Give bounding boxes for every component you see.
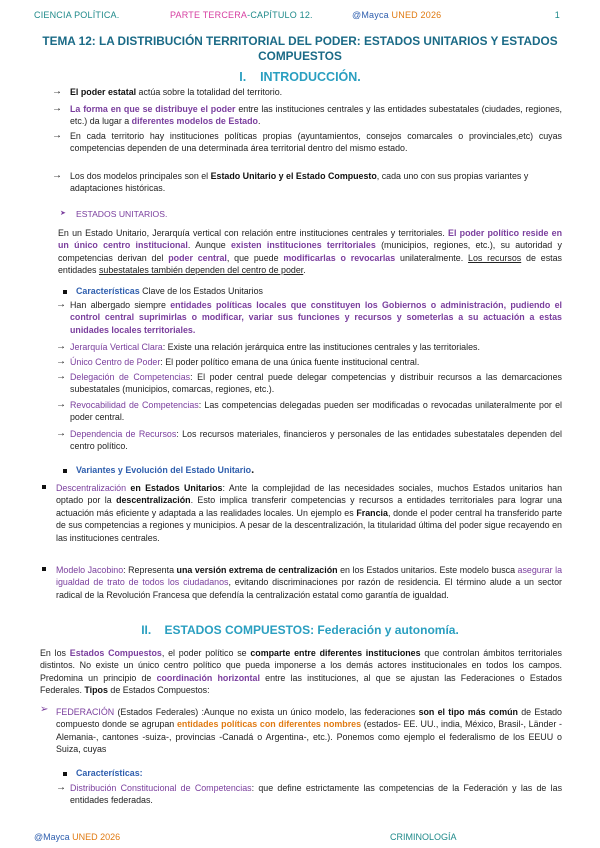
caracteristica-3: [70, 356, 562, 368]
text: de estas entidades: [58, 252, 562, 276]
footer-uned: UNED 2026: [69, 832, 121, 842]
intro-bullet-4: [70, 170, 562, 195]
highlight: Dependencia de Recursos: [70, 429, 177, 439]
arrow-icon: →: [52, 170, 62, 181]
section-introduccion-heading: I. INTRODUCCIÓN.: [239, 70, 361, 84]
highlight: Jerarquía Vertical Clara: [70, 342, 163, 352]
text: : Las competencias delegadas pueden ser modificadas o revocadas unilateralmente por el poder central.: [70, 400, 562, 423]
text: : Existe una relación jerárquica entre las instituciones centrales y las territoriales.: [162, 342, 480, 352]
arrow-icon: →: [56, 782, 66, 793]
highlight: Único Centro de Poder: [70, 357, 161, 367]
footer-author-handle: @Mayca: [34, 832, 70, 842]
text: : El poder político emana de una única fuente institucional central.: [160, 357, 420, 367]
bullet-square: [42, 567, 46, 571]
highlight: asegurar la igualdad de trato de todos los ciudadanos: [56, 565, 562, 588]
text: de Estados Compuestos:: [107, 685, 210, 696]
page-header: [34, 10, 560, 24]
text: que controlan ámbitos territoriales distintos. No existe un único centro político que pueda imponerse a los demás actores institucionales en todos los campos. Predomina un principio de: [40, 648, 562, 683]
chevron-icon: ➤: [60, 210, 66, 217]
text: en los Estados unitarios. Este modelo busca: [337, 565, 518, 575]
arrow-icon: →: [52, 86, 62, 97]
text: .: [251, 464, 255, 476]
intro-bullet-1: [70, 86, 562, 98]
compuestos-paragraph: [40, 647, 562, 697]
section-compuestos-heading: II. ESTADOS COMPUESTOS: Federación y autonomía.: [141, 623, 459, 637]
text: actúa sobre la totalidad del territorio.: [136, 87, 283, 97]
text: . Esto implica transferir competencias y recursos a entidades territoriales para lograr una actuación más eficiente y adaptada a las realidades locales. Un ejemplo es: [56, 495, 562, 518]
distribucion-competencias: [70, 782, 562, 807]
variantes-title: [76, 464, 254, 476]
unitarios-paragraph: [58, 227, 562, 277]
document-title: TEMA 12: LA DISTRIBUCIÓN TERRITORIAL DEL PODER: ESTADOS UNITARIOS Y ESTADOS COMPUESTOS: [42, 34, 558, 63]
text: (estados- EE. UU., india, México, Brasil-, Länder -Alemania-, cantones -suiza-, provincias -Canadá o Argentina-, etc.). Ponemos como ejemplo el federalismo de los EEUU o Suiza, cuyas: [56, 719, 562, 755]
text: entre las instituciones centrales y las entidades subestatales (ciudades, regiones, etc.) da lugar a: [70, 104, 562, 127]
highlight: poder central: [168, 252, 227, 263]
highlight: Distribución Constitucional de Competencias: [70, 783, 252, 793]
page-number: 1: [554, 10, 560, 20]
text: , donde el poder central ha transferido parte de sus competencias a regiones y municipios. A pesar de la descentralización, la titularidad última del poder sigue recayendo en las instituciones centrales.: [56, 507, 563, 543]
highlight: descentralización: [116, 495, 191, 506]
text: Han albergado siempre: [70, 300, 171, 310]
descentralizacion-paragraph: [56, 482, 562, 544]
arrow-icon: →: [52, 130, 62, 141]
intro-bullet-3: En cada territorio hay instituciones políticas propias (ayuntamientos, consejos comarcales o provinciales,etc) cuyas competencias dependen de una determinada área territorial dentro del mismo estado.: [70, 131, 562, 154]
text: : Representa: [123, 565, 177, 575]
intro-bullet-2: [70, 103, 562, 128]
highlight: Descentralización: [56, 483, 127, 493]
header-subject: CIENCIA POLÍTICA.: [34, 10, 120, 20]
highlight: coordinación horizontal: [156, 672, 260, 683]
header-uned: UNED 2026: [388, 10, 442, 20]
text: . Aunque: [187, 240, 231, 251]
text: , cada uno con sus propias variantes y adaptaciones históricas.: [70, 171, 529, 194]
footer-author: [34, 832, 120, 842]
highlight: El poder estatal: [70, 87, 137, 97]
highlight: Francia: [356, 507, 388, 518]
jacobino-paragraph: [56, 564, 562, 601]
arrow-icon: →: [52, 103, 62, 114]
text: .: [303, 265, 306, 276]
highlight: diferentes modelos de Estado: [131, 116, 258, 127]
highlight: Estados Compuestos: [69, 648, 162, 658]
caracteristica-4: [70, 371, 562, 396]
bullet-square: [63, 469, 67, 473]
highlight: La forma en que se distribuye el poder: [70, 104, 236, 114]
text: Los recursos: [468, 252, 522, 263]
highlight: existen instituciones territoriales: [231, 240, 376, 251]
highlight: modificarlas o revocarlas: [283, 252, 396, 263]
highlight: Características: [76, 286, 140, 296]
text: Clave de los Estados Unitarios: [139, 286, 263, 296]
text: entre las instituciones, al que se ajustan las Federaciones o Estados Federales.: [40, 672, 562, 696]
header-author-handle: @Mayca: [352, 10, 389, 20]
unitarios-heading: ESTADOS UNITARIOS.: [76, 209, 168, 219]
highlight: Estado Unitario y el Estado Compuesto: [210, 171, 377, 181]
header-author: [352, 10, 441, 20]
highlight: El poder político reside en un único centro institucional: [58, 228, 562, 251]
federacion-paragraph: [56, 706, 562, 756]
text: (municipios, regiones, etc.), su autoridad y competencias derivan del: [58, 240, 562, 263]
footer-subject: CRIMINOLOGÍA: [390, 832, 457, 842]
text: unilateralmente.: [395, 252, 469, 263]
text: : que define estrictamente las competencias de la Federación y las de las entidades federadas.: [70, 783, 563, 806]
unitarios-caracteristicas-title: [76, 285, 263, 297]
text: , evitando discriminaciones por razón de residencia. El término alude a un sector radical de la Revolución Francesa que defendía la centralización estatal como garantía de igualdad.: [56, 577, 562, 600]
arrow-icon: →: [56, 341, 66, 352]
highlight: Delegación de Competencias: [70, 372, 191, 382]
header-part: PARTE TERCERA: [170, 10, 248, 20]
text: (Estados Federales) :Aunque no exista un único modelo, las federaciones: [114, 707, 419, 717]
text: : El poder central puede delegar competencias y distribuir recursos a las demarcaciones subestatales (municipios, comarcas, regiones, etc.).: [70, 372, 562, 395]
highlight: FEDERACIÓN: [56, 707, 115, 717]
bullet-square: [63, 772, 67, 776]
arrow-icon: →: [56, 399, 66, 410]
caracteristica-2: [70, 341, 562, 353]
highlight: una versión extrema de centralización: [176, 565, 338, 575]
arrow-icon: →: [56, 299, 66, 310]
text: de Estado compuesto donde se agrupan: [56, 707, 562, 730]
arrow-icon: →: [56, 371, 66, 382]
highlight: son el tipo más común: [418, 707, 518, 717]
highlight: entidades políticas locales que constituyen los Gobiernos o administración, pudiendo el control central suprimirlas o modificar, variar sus funciones y recursos y someterlas a su actuación a estas unidades locales territoriales.: [70, 300, 562, 335]
caracteristica-5: [70, 399, 562, 424]
highlight: comparte entre diferentes instituciones: [250, 648, 421, 658]
bullet-square: [63, 290, 67, 294]
highlight: Variantes y Evolución del Estado Unitario: [76, 465, 252, 475]
text: En los: [40, 648, 70, 658]
federacion-caracteristicas-title: Características:: [76, 768, 143, 778]
text: Los dos modelos principales son el: [70, 171, 211, 181]
text: , que puede: [226, 252, 284, 263]
highlight: en Estados Unitarios: [126, 483, 223, 493]
text: .: [257, 116, 261, 127]
chevron-icon: ➢: [40, 704, 49, 715]
arrow-icon: →: [56, 356, 66, 367]
text: , el poder político se: [161, 648, 251, 658]
bullet-square: [42, 485, 46, 489]
highlight: Tipos: [84, 685, 108, 696]
caracteristica-6: [70, 428, 562, 453]
header-chapter-number: -CAPÍTULO 12.: [247, 10, 313, 20]
text: subestatales también dependen del centro de poder: [98, 265, 304, 276]
highlight: Revocabilidad de Competencias: [70, 400, 199, 410]
text: : Los recursos materiales, financieros y personales de las entidades subestatales dependen del centro político.: [70, 429, 562, 452]
header-chapter: [170, 10, 313, 20]
text: : Ante la complejidad de las necesidades sociales, muchos Estados unitarios han optado por la: [56, 483, 563, 506]
arrow-icon: →: [56, 428, 66, 439]
highlight: entidades políticas con diferentes nombres: [176, 719, 362, 730]
highlight: Modelo Jacobino: [56, 565, 124, 575]
text: En un Estado Unitario, Jerarquía vertical con relación entre instituciones centrales y territoriales.: [58, 228, 449, 238]
caracteristica-1: [70, 299, 562, 336]
